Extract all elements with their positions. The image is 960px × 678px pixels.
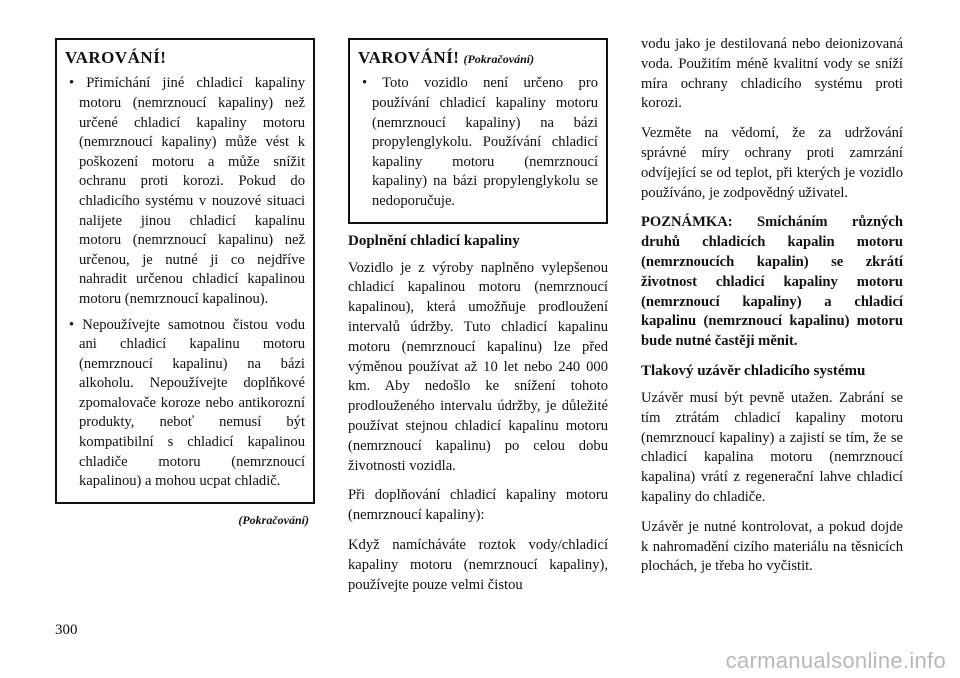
body-paragraph: Vezměte na vědomí, že za udržování správné míry ochrany proti zamrzání odvíjející se od teplot, při kterých je vozidlo používáno, je zodpovědný uživatel. bbox=[641, 125, 903, 201]
warning-bullet: • Přimíchání jiné chladicí kapaliny motoru (nemrznoucí kapaliny) než určené chladicí kapaliny motoru (nemrznoucí kapaliny) může vést k poškození motoru a může snížit ochranu proti korozi. Pokud do chladicího systému v nouzové situaci nalijete jinou chladicí kapalinu motoru (nemrznoucí kapalinu) než určenou, je nutné ji co nejdříve nahradit určenou chladicí kapalinou motoru (nemrznoucí kapalinou). bbox=[65, 74, 305, 309]
body-paragraph: vodu jako je destilovaná nebo deionizovaná voda. Použitím méně kvalitní vody se sníží míra ochrany chladicího systému proti korozi. bbox=[641, 36, 903, 112]
body-paragraph: Uzávěr musí být pevně utažen. Zabrání se tím ztrátám chladicí kapaliny motoru (nemrznoucí kapaliny) a zajistí se tím, že se chladicí kapalina motoru (nemrznoucí kapalina) vrátí z regenerační lahve chladicí kapaliny do chladiče. bbox=[641, 389, 903, 505]
section-heading-coolant-refill: Doplnění chladicí kapaliny bbox=[348, 232, 520, 249]
warning-title: VAROVÁNÍ! bbox=[65, 48, 167, 67]
warning-box-continued bbox=[348, 38, 608, 224]
warning-bullet: • Toto vozidlo není určeno pro používání chladicí kapaliny motoru (nemrznoucí kapaliny) na bázi propylenglykolu. Používání chladicí kapaliny motoru (nemrznoucí kapaliny) na bázi propylenglykolu se nedoporučuje. bbox=[358, 74, 598, 211]
column-middle bbox=[348, 38, 608, 605]
warning-bullet: • Nepoužívejte samotnou čistou vodu ani chladicí kapalinu motoru (nemrznoucí kapalinu) na bázi alkoholu. Nepoužívejte doplňkové zpomalovače koroze nebo antikorozní produkty, neboť nemusí být kompatibilní s chladicí kapalinou chladiče motoru (nemrznoucí kapalinou) a mohou ucpat chladič. bbox=[65, 316, 305, 492]
warning-list bbox=[358, 74, 598, 211]
continued-label: (Pokračování) bbox=[238, 512, 309, 527]
note-paragraph: POZNÁMKA: Smícháním různých druhů chladicích kapalin motoru (nemrznoucích kapalin) se zkrátí životnost chladicí kapaliny motoru (nemrznoucí kapaliny) a chladicí kapalinu (nemrznoucí kapalinu) motoru bude nutné častěji měnit. bbox=[641, 214, 903, 350]
warning-list bbox=[65, 74, 305, 491]
warning-box bbox=[55, 38, 315, 504]
warning-subtitle: (Pokračování) bbox=[463, 52, 535, 66]
section-heading-pressure-cap: Tlakový uzávěr chladicího systému bbox=[641, 362, 866, 379]
column-right bbox=[641, 38, 903, 587]
body-paragraph: Uzávěr je nutné kontrolovat, a pokud dojde k nahromadění cizího materiálu na těsnicích plochách, je třeba ho vyčistit. bbox=[641, 518, 903, 575]
body-paragraph: Při doplňování chladicí kapaliny motoru (nemrznoucí kapaliny): bbox=[348, 487, 608, 524]
watermark: carmanualsonline.info bbox=[725, 648, 946, 673]
body-paragraph: Když namícháváte roztok vody/chladicí kapaliny motoru (nemrznoucí kapaliny), používejte pouze velmi čistou bbox=[348, 536, 608, 593]
page-number: 300 bbox=[55, 622, 78, 638]
column-left bbox=[55, 38, 315, 528]
warning-title-text: VAROVÁNÍ! bbox=[358, 48, 460, 67]
body-paragraph: Vozidlo je z výroby naplněno vylepšenou chladicí kapalinou motoru (nemrznoucí kapalinou), která umožňuje prodloužení intervalů údržby. Tuto chladicí kapalinu motoru (nemrznoucí kapalinu) lze před výměnou používat až 10 let nebo 240 000 km. Aby nedošlo ke snížení tohoto prodlouženého intervalu údržby, je důležité používat stejnou chladicí kapalinu motoru (nemrznoucí kapalinu) po celou dobu životnosti vozidla. bbox=[348, 259, 608, 474]
warning-title bbox=[358, 48, 598, 68]
